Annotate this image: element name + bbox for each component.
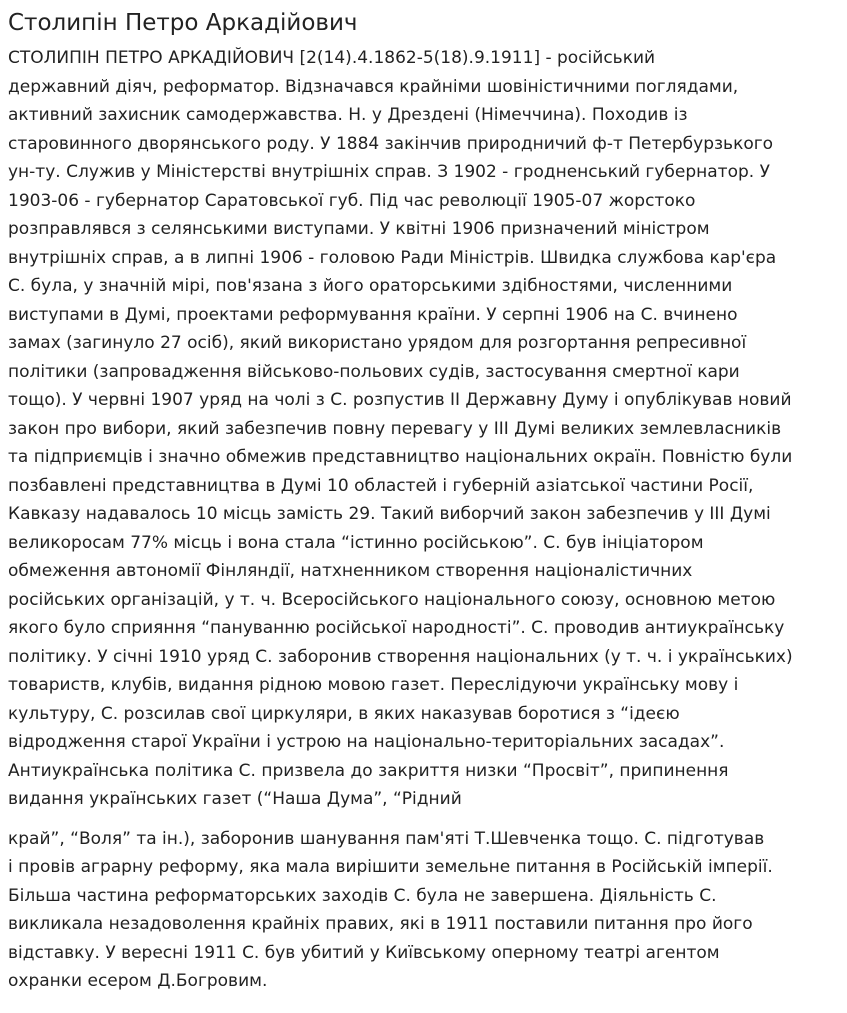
article-paragraph-2: край”, “Воля” та ін.), заборонив шанування пам'яті Т.Шевченка тощо. С. підготував і провів аграрну реформу, яка мала вирішити земельне питання в Російській імперії. Більша частина реформаторських заходів С. була не завершена. Діяльність С. викликала незадоволення крайніх правих, які в 1911 поставили питання про його відставку. У вересні 1911 С. був убитий у Київському оперному театрі агентом охранки есером Д.Богровим. — [8, 828, 773, 991]
article-title: Столипін Петро Аркадійович — [8, 10, 358, 36]
article-paragraph-1: СТОЛИПІН ПЕТРО АРКАДІЙОВИЧ [2(14).4.1862-5(18).9.1911] - російський державний діяч, реформатор. Відзначався крайніми шовіністичними поглядами, активний захисник самодержавства. Н. у Дрездені (Німеччина). Походив із старовинного дворянського роду. У 1884 закінчив природничий ф-т Петербурзького ун-ту. Служив у Міністерстві внутрішніх справ. З 1902 - гродненський губернатор. У 1903-06 - губернатор Саратовської губ. Під час революції 1905-07 жорстоко розправлявся з селянськими виступами. У квітні 1906 призначений міністром внутрішніх справ, а в липні 1906 - головою Ради Міністрів. Швидка службова кар'єра С. була, у значній мірі, пов'язана з його ораторськими здібностями, численними виступами в Думі, проектами реформування країни. У серпні 1906 на С. вчинено замах (загинуло 27 осіб), який використано урядом для розгортання репресивної політики (запровадження військово-польових судів, застосування смертної кари тощо). У червні 1907 уряд на чолі з С. розпустив II Державну Думу і опублікував новий закон про вибори, який забезпечив повну перевагу у III Думі великих землевласників та підприємців і значно обмежив представництво національних окраїн. Повністю були позбавлені представництва в Думі 10 областей і губерній азіатської частини Росії, Кавказу надавалось 10 місць замість 29. Такий виборчий закон забезпечив у III Думі великоросам 77% місць і вона стала “істинно російською”. С. був ініціатором обмеження автономії Фінляндії, натхненником створення націоналістичних російських організацій, у т. ч. Всеросійського національного союзу, основною метою якого було сприяння “пануванню російської народності”. С. проводив антиукраїнську політику. У січні 1910 уряд С. заборонив створення національних (у т. ч. і українських) товариств, клубів, видання рідною мовою газет. Переслідуючи українську мову і культуру, С. розсилав свої циркуляри, в яких наказував боротися з “ідеєю відродження старої України і устрою на національно-територіальних засадах”. Антиукраїнська політика С. призвела до закриття низки “Просвіт”, припинення видання українських газет (“Наша Дума”, “Рідний — [8, 48, 793, 809]
